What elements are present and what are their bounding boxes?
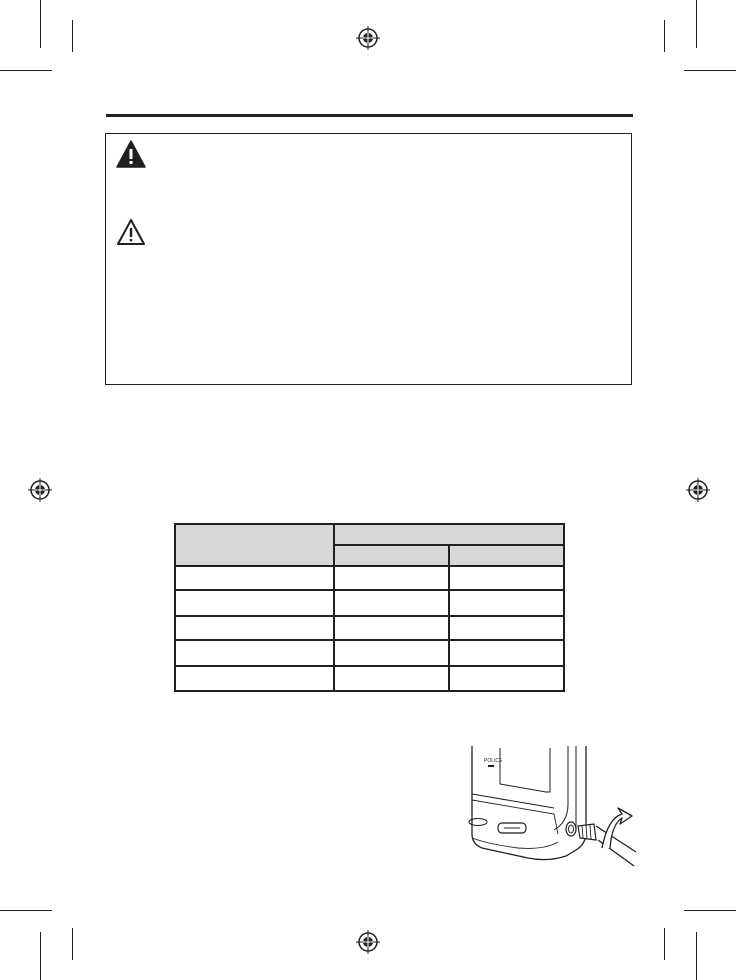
table-cell: [334, 616, 449, 640]
table-cell: [175, 566, 334, 590]
data-table: [174, 523, 565, 692]
warning-box: [105, 133, 632, 385]
crop-mark: [664, 928, 665, 960]
crop-mark: [696, 0, 697, 48]
device-label: POLICE: [484, 758, 503, 764]
table-cell: [449, 666, 564, 691]
crop-mark: [40, 932, 41, 980]
table-row: [175, 616, 564, 640]
device-illustration: [458, 744, 638, 868]
table-cell: [334, 666, 449, 691]
crop-mark: [696, 932, 697, 980]
table-cell: [175, 640, 334, 666]
crop-mark: [664, 20, 665, 52]
table-cell: [334, 566, 449, 590]
registration-mark-icon: [686, 478, 710, 502]
crop-mark: [72, 20, 73, 52]
crop-mark: [0, 70, 52, 71]
table-cell: [449, 566, 564, 590]
caution-outline-icon: [116, 218, 146, 246]
registration-mark-icon: [28, 478, 52, 502]
table-row: [175, 566, 564, 590]
table-header-cell: [334, 545, 449, 566]
crop-mark: [40, 0, 41, 48]
header-rule: [106, 114, 633, 117]
table-header-cell: [449, 545, 564, 566]
table-header-cell: [334, 524, 564, 545]
table-cell: [175, 666, 334, 691]
table-cell: [334, 590, 449, 616]
table-cell: [449, 640, 564, 666]
table-cell: [449, 616, 564, 640]
table-cell: [449, 590, 564, 616]
table-row: [175, 640, 564, 666]
warning-filled-icon: [116, 140, 146, 168]
crop-mark: [684, 70, 736, 71]
table-cell: [175, 590, 334, 616]
table-row: [175, 666, 564, 691]
registration-mark-icon: [356, 26, 380, 50]
registration-mark-icon: [356, 930, 380, 954]
table-cell: [334, 640, 449, 666]
table-cell: [175, 616, 334, 640]
crop-mark: [0, 910, 52, 911]
table-header-cell: [175, 524, 334, 566]
crop-mark: [684, 910, 736, 911]
crop-mark: [72, 928, 73, 960]
table-row: [175, 590, 564, 616]
